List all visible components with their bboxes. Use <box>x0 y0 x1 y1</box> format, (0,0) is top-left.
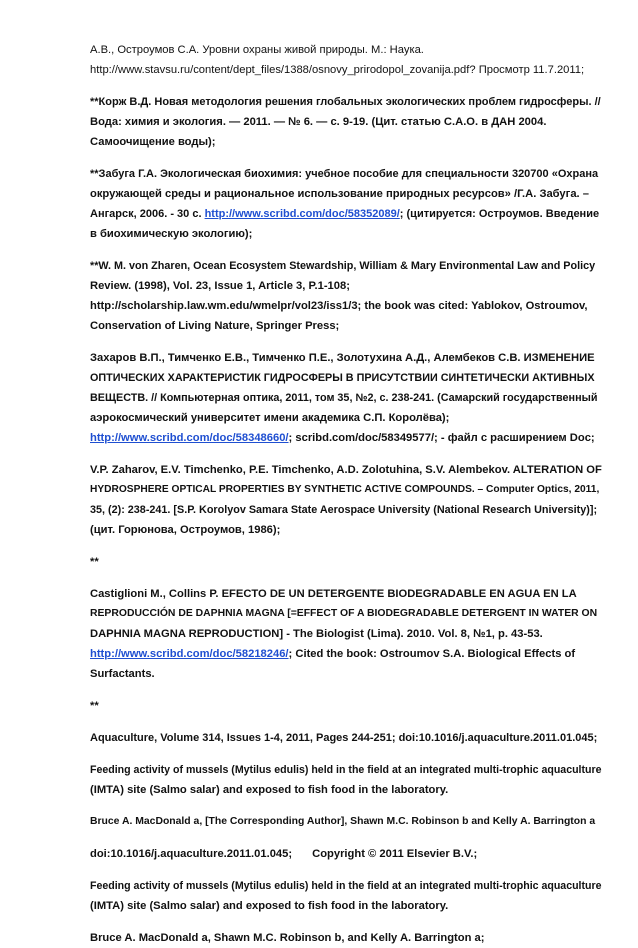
text-line: 35, (2): 238-241. [S.P. Korolyov Samara State Aerospace University (National Research University)]; <box>90 504 598 516</box>
text-line: http://scholarship.law.wm.edu/wmelpr/vol23/iss1/3; the book was cited: Yablokov, Ostroumov, <box>90 300 588 312</box>
doi-text: doi:10.1016/j.aquaculture.2011.01.045; <box>90 848 293 860</box>
reference-zaharov-en <box>90 460 602 540</box>
text-fragment: ; (цитируется: Остроумов. Введение <box>399 208 600 220</box>
separator-asterisks <box>90 696 602 716</box>
reference-ostroumov-levels <box>90 40 602 80</box>
text-line: в биохимическую экологию); <box>90 228 253 240</box>
article-doi-copyright <box>90 844 602 864</box>
reference-aquaculture-journal <box>90 728 602 748</box>
text-line: Bruce A. MacDonald a, Shawn M.C. Robinson b, and Kelly A. Barrington a; <box>90 932 485 944</box>
text-line <box>90 204 602 224</box>
text-line: Захаров В.П., Тимченко Е.В., Тимченко П.Е., Золотухина А.Д., Алембеков С.В. ИЗМЕНЕНИЕ <box>90 352 595 364</box>
article-title <box>90 876 602 916</box>
text-line: **Корж В.Д. Новая методология решения глобальных экологических проблем гидросферы. // <box>90 96 601 108</box>
reference-zabuga <box>90 164 602 244</box>
text-line: (цит. Горюнова, Остроумов, 1986); <box>90 524 281 536</box>
text-line: http://www.stavsu.ru/content/dept_files/1388/osnovy_prirodopol_zovanija.pdf? Просмотр 11.7.2011; <box>90 64 585 76</box>
text-line: HYDROSPHERE OPTICAL PROPERTIES BY SYNTHETIC ACTIVE COMPOUNDS. – Computer Optics, 2011, <box>90 484 600 495</box>
scribd-link[interactable]: http://www.scribd.com/doc/58352089/ <box>204 208 400 220</box>
reference-castiglioni <box>90 584 602 684</box>
text-line <box>90 644 602 664</box>
text-line: окружающей среды и рациональное использование природных ресурсов» /Г.А. Забуга. – <box>90 188 589 200</box>
text-line: ** <box>90 556 99 568</box>
text-line: V.P. Zaharov, E.V. Timchenko, P.E. Timchenko, A.D. Zolotuhina, S.V. Alembekov. ALTERATION OF <box>90 464 602 476</box>
text-fragment: ; scribd.com/doc/58349577/; - файл с расширением Doc; <box>288 432 595 444</box>
text-line: Bruce A. MacDonald a, [The Corresponding Author], Shawn M.C. Robinson b and Kelly A. Barrington a <box>90 816 596 827</box>
scribd-link[interactable]: http://www.scribd.com/doc/58218246/ <box>90 648 289 660</box>
text-line: ОПТИЧЕСКИХ ХАРАКТЕРИСТИК ГИДРОСФЕРЫ В ПРИСУТСТВИИ СИНТЕТИЧЕСКИ АКТИВНЫХ <box>90 372 595 384</box>
text-line: **Забуга Г.А. Экологическая биохимия: учебное пособие для специальности 320700 «Охрана <box>90 168 599 180</box>
text-line: аэрокосмический университет имени академика С.П. Королёва); <box>90 412 450 424</box>
reference-von-zharen <box>90 256 602 336</box>
text-line: DAPHNIA MAGNA REPRODUCTION] - The Biologist (Lima). 2010. Vol. 8, №1, p. 43-53. <box>90 628 543 640</box>
text-line: ** <box>90 700 99 712</box>
text-line: Самоочищение воды); <box>90 136 216 148</box>
text-line: Conservation of Living Nature, Springer Press; <box>90 320 340 332</box>
text-line: Castiglioni M., Collins P. EFECTO DE UN DETERGENTE BIODEGRADABLE EN AGUA EN LA <box>90 588 577 600</box>
reference-korzh <box>90 92 602 152</box>
article-title <box>90 760 602 800</box>
text-line <box>90 844 602 864</box>
text-line <box>90 428 602 448</box>
separator-asterisks <box>90 552 602 572</box>
text-fragment: ; Cited the book: Ostroumov S.A. Biological Effects of <box>288 648 576 660</box>
text-line: Review. (1998), Vol. 23, Issue 1, Article 3, P.1-108; <box>90 280 350 292</box>
text-line: Feeding activity of mussels (Mytilus edulis) held in the field at an integrated multi-trophic aquaculture <box>90 764 602 776</box>
text-line: Surfactants. <box>90 668 155 680</box>
reference-zakharov-ru <box>90 348 602 448</box>
text-line: **W. M. von Zharen, Ocean Ecosystem Stewardship, William & Mary Environmental Law and Policy <box>90 260 596 272</box>
scribd-link[interactable]: http://www.scribd.com/doc/58348660/ <box>90 432 289 444</box>
text-line: (IMTA) site (Salmo salar) and exposed to fish food in the laboratory. <box>90 784 449 796</box>
article-authors <box>90 812 602 832</box>
text-line: ВЕЩЕСТВ. // Компьютерная оптика, 2011, том 35, №2, с. 238-241. (Самарский государственный <box>90 392 598 404</box>
copyright-text: Copyright © 2011 Elsevier B.V.; <box>312 848 478 860</box>
text-line: А.В., Остроумов С.А. Уровни охраны живой природы. М.: Наука. <box>90 44 424 56</box>
text-fragment: Ангарск, 2006. - 30 с. <box>90 208 205 220</box>
text-line: Вода: химия и экология. — 2011. — № 6. — с. 9-19. (Цит. статью С.А.О. в ДАН 2004. <box>90 116 547 128</box>
article-authors <box>90 928 602 948</box>
text-line: Feeding activity of mussels (Mytilus edulis) held in the field at an integrated multi-trophic aquaculture <box>90 880 602 892</box>
text-line: (IMTA) site (Salmo salar) and exposed to fish food in the laboratory. <box>90 900 449 912</box>
text-line: REPRODUCCIÓN DE DAPHNIA MAGNA [=EFFECT OF A BIODEGRADABLE DETERGENT IN WATER ON <box>90 608 598 619</box>
text-line: Aquaculture, Volume 314, Issues 1-4, 2011, Pages 244-251; doi:10.1016/j.aquaculture.2011.01.045; <box>90 732 598 744</box>
